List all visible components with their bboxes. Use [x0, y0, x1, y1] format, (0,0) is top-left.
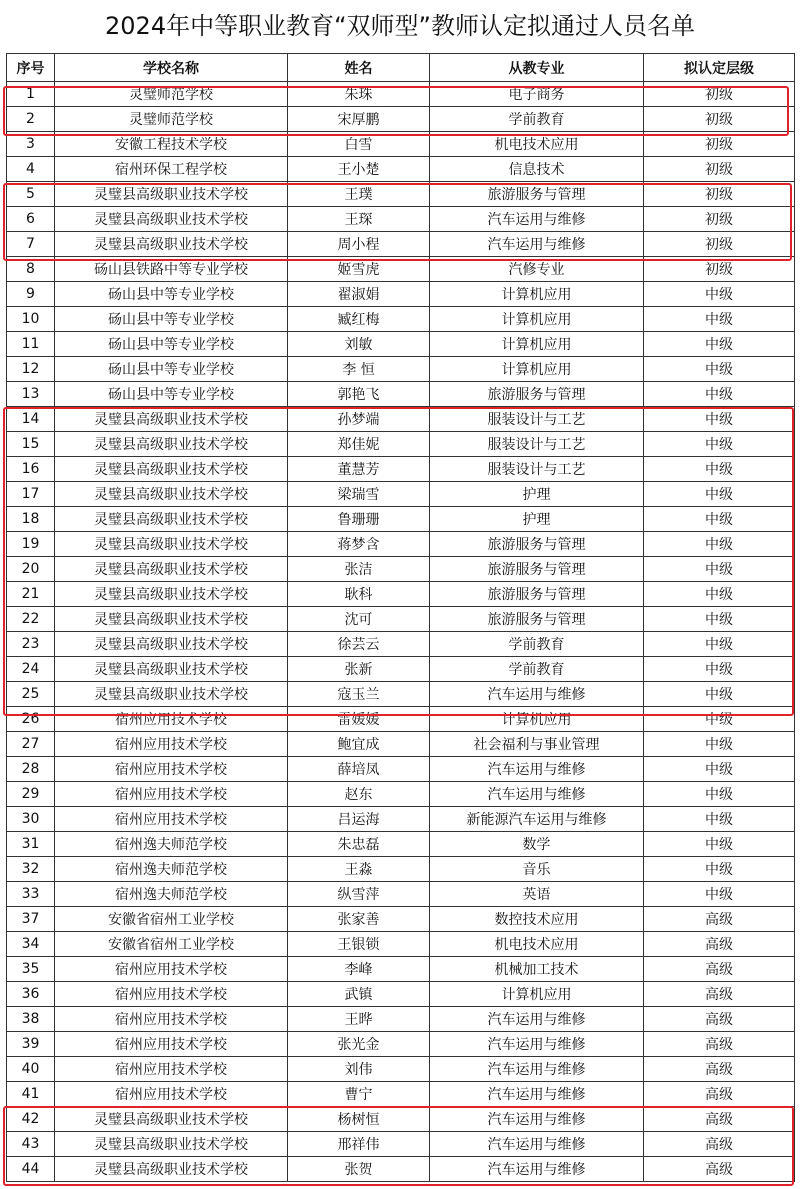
- cell-major: 音乐: [430, 857, 644, 882]
- cell-major: 服装设计与工艺: [430, 457, 644, 482]
- cell-school: 宿州应用技术学校: [55, 732, 288, 757]
- cell-index: 6: [7, 207, 55, 232]
- table-row: [7, 732, 795, 757]
- table-row: [7, 982, 795, 1007]
- cell-school: 灵璧县高级职业技术学校: [55, 607, 288, 632]
- cell-name: 翟淑娟: [288, 282, 430, 307]
- cell-name: 鲁珊珊: [288, 507, 430, 532]
- cell-level: 中级: [644, 457, 795, 482]
- cell-school: 灵璧县高级职业技术学校: [55, 557, 288, 582]
- cell-school: 宿州逸夫师范学校: [55, 882, 288, 907]
- cell-level: 高级: [644, 1057, 795, 1082]
- table-row: [7, 807, 795, 832]
- cell-name: 郭艳飞: [288, 382, 430, 407]
- cell-index: 5: [7, 182, 55, 207]
- cell-major: 汽车运用与维修: [430, 782, 644, 807]
- cell-major: 旅游服务与管理: [430, 607, 644, 632]
- cell-major: 电子商务: [430, 82, 644, 107]
- cell-index: 1: [7, 82, 55, 107]
- cell-name: 董慧芳: [288, 457, 430, 482]
- cell-school: 宿州应用技术学校: [55, 757, 288, 782]
- cell-index: 11: [7, 332, 55, 357]
- cell-level: 中级: [644, 557, 795, 582]
- table-row: [7, 457, 795, 482]
- cell-school: 宿州应用技术学校: [55, 1007, 288, 1032]
- table-row: [7, 607, 795, 632]
- header-school: 学校名称: [55, 54, 288, 82]
- table-row: [7, 507, 795, 532]
- cell-major: 汽车运用与维修: [430, 207, 644, 232]
- table-row: [7, 332, 795, 357]
- cell-school: 宿州应用技术学校: [55, 1032, 288, 1057]
- cell-index: 30: [7, 807, 55, 832]
- cell-school: 灵璧县高级职业技术学校: [55, 182, 288, 207]
- table-row: [7, 307, 795, 332]
- cell-name: 寇玉兰: [288, 682, 430, 707]
- cell-level: 初级: [644, 157, 795, 182]
- cell-name: 王淼: [288, 857, 430, 882]
- cell-level: 中级: [644, 532, 795, 557]
- cell-index: 38: [7, 1007, 55, 1032]
- cell-level: 高级: [644, 907, 795, 932]
- cell-index: 40: [7, 1057, 55, 1082]
- table-row: [7, 782, 795, 807]
- table-row: [7, 882, 795, 907]
- table-row: [7, 232, 795, 257]
- cell-index: 3: [7, 132, 55, 157]
- table-row: [7, 857, 795, 882]
- cell-major: 汽车运用与维修: [430, 1007, 644, 1032]
- table-row: [7, 707, 795, 732]
- table-row: [7, 82, 795, 107]
- cell-major: 计算机应用: [430, 982, 644, 1007]
- cell-major: 旅游服务与管理: [430, 182, 644, 207]
- cell-level: 中级: [644, 482, 795, 507]
- cell-index: 10: [7, 307, 55, 332]
- cell-school: 灵璧县高级职业技术学校: [55, 457, 288, 482]
- cell-level: 中级: [644, 432, 795, 457]
- cell-school: 灵璧师范学校: [55, 82, 288, 107]
- cell-index: 37: [7, 907, 55, 932]
- cell-major: 汽车运用与维修: [430, 1157, 644, 1182]
- cell-name: 王银锁: [288, 932, 430, 957]
- cell-school: 宿州逸夫师范学校: [55, 857, 288, 882]
- cell-level: 中级: [644, 382, 795, 407]
- cell-school: 灵璧县高级职业技术学校: [55, 207, 288, 232]
- cell-major: 汽修专业: [430, 257, 644, 282]
- cell-index: 21: [7, 582, 55, 607]
- cell-level: 中级: [644, 732, 795, 757]
- cell-major: 数学: [430, 832, 644, 857]
- table-row: [7, 357, 795, 382]
- cell-name: 邢祥伟: [288, 1132, 430, 1157]
- table-row: [7, 382, 795, 407]
- cell-index: 7: [7, 232, 55, 257]
- table-row: [7, 657, 795, 682]
- cell-name: 刘伟: [288, 1057, 430, 1082]
- cell-name: 朱珠: [288, 82, 430, 107]
- cell-school: 砀山县中等专业学校: [55, 332, 288, 357]
- table-row: [7, 182, 795, 207]
- cell-level: 中级: [644, 357, 795, 382]
- cell-major: 汽车运用与维修: [430, 757, 644, 782]
- cell-major: 机械加工技术: [430, 957, 644, 982]
- cell-level: 初级: [644, 82, 795, 107]
- cell-name: 刘敏: [288, 332, 430, 357]
- cell-index: 33: [7, 882, 55, 907]
- cell-name: 吕运海: [288, 807, 430, 832]
- cell-name: 李 恒: [288, 357, 430, 382]
- cell-name: 孙梦端: [288, 407, 430, 432]
- cell-index: 17: [7, 482, 55, 507]
- cell-name: 沈可: [288, 607, 430, 632]
- cell-major: 旅游服务与管理: [430, 532, 644, 557]
- cell-school: 安徽省宿州工业学校: [55, 907, 288, 932]
- cell-level: 中级: [644, 407, 795, 432]
- cell-index: 34: [7, 932, 55, 957]
- cell-major: 计算机应用: [430, 357, 644, 382]
- cell-major: 汽车运用与维修: [430, 1032, 644, 1057]
- cell-name: 鲍宜成: [288, 732, 430, 757]
- cell-index: 20: [7, 557, 55, 582]
- document-title: 2024年中等职业教育“双师型”教师认定拟通过人员名单: [105, 12, 695, 40]
- table-row: [7, 532, 795, 557]
- table-row: [7, 1032, 795, 1057]
- cell-name: 臧红梅: [288, 307, 430, 332]
- cell-major: 计算机应用: [430, 307, 644, 332]
- cell-school: 砀山县中等专业学校: [55, 357, 288, 382]
- cell-school: 灵璧县高级职业技术学校: [55, 1107, 288, 1132]
- cell-index: 24: [7, 657, 55, 682]
- cell-index: 14: [7, 407, 55, 432]
- cell-level: 初级: [644, 207, 795, 232]
- cell-level: 高级: [644, 982, 795, 1007]
- cell-level: 高级: [644, 1082, 795, 1107]
- cell-index: 8: [7, 257, 55, 282]
- cell-major: 旅游服务与管理: [430, 382, 644, 407]
- table-row: [7, 1157, 795, 1182]
- cell-school: 宿州环保工程学校: [55, 157, 288, 182]
- cell-school: 宿州应用技术学校: [55, 807, 288, 832]
- cell-index: 4: [7, 157, 55, 182]
- cell-name: 徐芸云: [288, 632, 430, 657]
- cell-index: 13: [7, 382, 55, 407]
- cell-school: 灵璧县高级职业技术学校: [55, 232, 288, 257]
- table-row: [7, 632, 795, 657]
- table-row: [7, 832, 795, 857]
- table-row: [7, 1057, 795, 1082]
- table-body: [7, 82, 795, 1182]
- cell-level: 高级: [644, 1007, 795, 1032]
- cell-level: 中级: [644, 757, 795, 782]
- cell-major: 汽车运用与维修: [430, 232, 644, 257]
- cell-index: 27: [7, 732, 55, 757]
- cell-level: 中级: [644, 882, 795, 907]
- cell-school: 灵璧县高级职业技术学校: [55, 632, 288, 657]
- table-row: [7, 1007, 795, 1032]
- cell-name: 张贺: [288, 1157, 430, 1182]
- header-level: 拟认定层级: [644, 54, 795, 82]
- cell-school: 灵璧县高级职业技术学校: [55, 407, 288, 432]
- cell-school: 灵璧县高级职业技术学校: [55, 507, 288, 532]
- cell-major: 机电技术应用: [430, 932, 644, 957]
- cell-school: 灵璧县高级职业技术学校: [55, 532, 288, 557]
- cell-level: 中级: [644, 307, 795, 332]
- cell-name: 张家善: [288, 907, 430, 932]
- table-row: [7, 957, 795, 982]
- cell-name: 张光金: [288, 1032, 430, 1057]
- table-row: [7, 282, 795, 307]
- cell-index: 16: [7, 457, 55, 482]
- cell-major: 数控技术应用: [430, 907, 644, 932]
- cell-level: 中级: [644, 832, 795, 857]
- cell-school: 灵璧县高级职业技术学校: [55, 582, 288, 607]
- table-row: [7, 107, 795, 132]
- cell-level: 高级: [644, 1032, 795, 1057]
- cell-name: 宋厚鹏: [288, 107, 430, 132]
- cell-name: 李峰: [288, 957, 430, 982]
- cell-major: 社会福利与事业管理: [430, 732, 644, 757]
- cell-school: 灵璧县高级职业技术学校: [55, 482, 288, 507]
- cell-major: 汽车运用与维修: [430, 1057, 644, 1082]
- cell-major: 汽车运用与维修: [430, 1082, 644, 1107]
- cell-index: 15: [7, 432, 55, 457]
- cell-school: 宿州应用技术学校: [55, 957, 288, 982]
- cell-school: 砀山县中等专业学校: [55, 382, 288, 407]
- table-header-row: [7, 54, 795, 82]
- cell-level: 中级: [644, 282, 795, 307]
- cell-name: 王璞: [288, 182, 430, 207]
- cell-level: 高级: [644, 1132, 795, 1157]
- cell-name: 周小程: [288, 232, 430, 257]
- cell-index: 29: [7, 782, 55, 807]
- cell-major: 机电技术应用: [430, 132, 644, 157]
- cell-name: 雷媛媛: [288, 707, 430, 732]
- cell-index: 36: [7, 982, 55, 1007]
- cell-level: 高级: [644, 1107, 795, 1132]
- cell-index: 9: [7, 282, 55, 307]
- cell-index: 39: [7, 1032, 55, 1057]
- cell-school: 安徽省宿州工业学校: [55, 932, 288, 957]
- cell-level: 中级: [644, 632, 795, 657]
- table-row: [7, 907, 795, 932]
- cell-index: 23: [7, 632, 55, 657]
- cell-level: 中级: [644, 332, 795, 357]
- header-index: 序号: [7, 54, 55, 82]
- cell-school: 灵璧县高级职业技术学校: [55, 657, 288, 682]
- cell-major: 计算机应用: [430, 707, 644, 732]
- cell-school: 灵璧师范学校: [55, 107, 288, 132]
- cell-major: 服装设计与工艺: [430, 432, 644, 457]
- cell-name: 姬雪虎: [288, 257, 430, 282]
- cell-level: 中级: [644, 607, 795, 632]
- cell-major: 护理: [430, 482, 644, 507]
- cell-name: 王晔: [288, 1007, 430, 1032]
- table-row: [7, 257, 795, 282]
- cell-major: 信息技术: [430, 157, 644, 182]
- cell-level: 中级: [644, 507, 795, 532]
- cell-index: 18: [7, 507, 55, 532]
- cell-name: 蒋梦含: [288, 532, 430, 557]
- cell-name: 杨树恒: [288, 1107, 430, 1132]
- cell-index: 12: [7, 357, 55, 382]
- cell-school: 宿州应用技术学校: [55, 707, 288, 732]
- cell-level: 初级: [644, 182, 795, 207]
- cell-major: 护理: [430, 507, 644, 532]
- cell-index: 44: [7, 1157, 55, 1182]
- cell-school: 安徽工程技术学校: [55, 132, 288, 157]
- table-row: [7, 932, 795, 957]
- cell-school: 宿州应用技术学校: [55, 1057, 288, 1082]
- cell-school: 宿州应用技术学校: [55, 1082, 288, 1107]
- table-row: [7, 582, 795, 607]
- cell-major: 计算机应用: [430, 332, 644, 357]
- cell-index: 32: [7, 857, 55, 882]
- cell-name: 张新: [288, 657, 430, 682]
- table-row: [7, 132, 795, 157]
- table-row: [7, 432, 795, 457]
- table-row: [7, 682, 795, 707]
- cell-major: 学前教育: [430, 107, 644, 132]
- cell-major: 旅游服务与管理: [430, 582, 644, 607]
- cell-index: 35: [7, 957, 55, 982]
- table-row: [7, 407, 795, 432]
- cell-major: 学前教育: [430, 657, 644, 682]
- cell-school: 砀山县中等专业学校: [55, 282, 288, 307]
- cell-index: 43: [7, 1132, 55, 1157]
- cell-level: 中级: [644, 782, 795, 807]
- cell-level: 初级: [644, 232, 795, 257]
- cell-index: 41: [7, 1082, 55, 1107]
- cell-school: 宿州逸夫师范学校: [55, 832, 288, 857]
- cell-major: 计算机应用: [430, 282, 644, 307]
- cell-name: 张洁: [288, 557, 430, 582]
- cell-level: 中级: [644, 807, 795, 832]
- table-row: [7, 1132, 795, 1157]
- cell-level: 初级: [644, 132, 795, 157]
- cell-level: 初级: [644, 257, 795, 282]
- cell-level: 中级: [644, 857, 795, 882]
- table-row: [7, 482, 795, 507]
- teacher-list-table: [6, 53, 795, 1182]
- cell-index: 2: [7, 107, 55, 132]
- cell-name: 朱忠磊: [288, 832, 430, 857]
- cell-name: 王琛: [288, 207, 430, 232]
- cell-index: 25: [7, 682, 55, 707]
- cell-name: 白雪: [288, 132, 430, 157]
- cell-major: 新能源汽车运用与维修: [430, 807, 644, 832]
- table-row: [7, 557, 795, 582]
- cell-major: 服装设计与工艺: [430, 407, 644, 432]
- cell-name: 纵雪萍: [288, 882, 430, 907]
- cell-level: 中级: [644, 582, 795, 607]
- cell-level: 高级: [644, 957, 795, 982]
- cell-major: 学前教育: [430, 632, 644, 657]
- cell-index: 22: [7, 607, 55, 632]
- cell-school: 灵璧县高级职业技术学校: [55, 1157, 288, 1182]
- cell-name: 赵东: [288, 782, 430, 807]
- cell-major: 汽车运用与维修: [430, 1132, 644, 1157]
- cell-school: 灵璧县高级职业技术学校: [55, 1132, 288, 1157]
- cell-name: 曹宁: [288, 1082, 430, 1107]
- cell-school: 灵璧县高级职业技术学校: [55, 432, 288, 457]
- cell-index: 28: [7, 757, 55, 782]
- header-major: 从教专业: [430, 54, 644, 82]
- cell-name: 王小楚: [288, 157, 430, 182]
- cell-school: 砀山县铁路中等专业学校: [55, 257, 288, 282]
- cell-name: 薛培凤: [288, 757, 430, 782]
- cell-index: 19: [7, 532, 55, 557]
- table-row: [7, 1082, 795, 1107]
- cell-level: 初级: [644, 107, 795, 132]
- table-row: [7, 757, 795, 782]
- cell-level: 高级: [644, 1157, 795, 1182]
- cell-index: 42: [7, 1107, 55, 1132]
- cell-name: 耿科: [288, 582, 430, 607]
- cell-major: 汽车运用与维修: [430, 682, 644, 707]
- cell-school: 宿州应用技术学校: [55, 982, 288, 1007]
- cell-major: 旅游服务与管理: [430, 557, 644, 582]
- cell-name: 梁瑞雪: [288, 482, 430, 507]
- header-name: 姓名: [288, 54, 430, 82]
- table-row: [7, 157, 795, 182]
- table-row: [7, 207, 795, 232]
- cell-name: 武镇: [288, 982, 430, 1007]
- cell-school: 砀山县中等专业学校: [55, 307, 288, 332]
- cell-major: 汽车运用与维修: [430, 1107, 644, 1132]
- cell-index: 31: [7, 832, 55, 857]
- cell-level: 中级: [644, 682, 795, 707]
- cell-level: 高级: [644, 932, 795, 957]
- cell-name: 郑佳妮: [288, 432, 430, 457]
- cell-school: 宿州应用技术学校: [55, 782, 288, 807]
- cell-level: 中级: [644, 657, 795, 682]
- cell-index: 26: [7, 707, 55, 732]
- table-row: [7, 1107, 795, 1132]
- cell-major: 英语: [430, 882, 644, 907]
- cell-level: 中级: [644, 707, 795, 732]
- cell-school: 灵璧县高级职业技术学校: [55, 682, 288, 707]
